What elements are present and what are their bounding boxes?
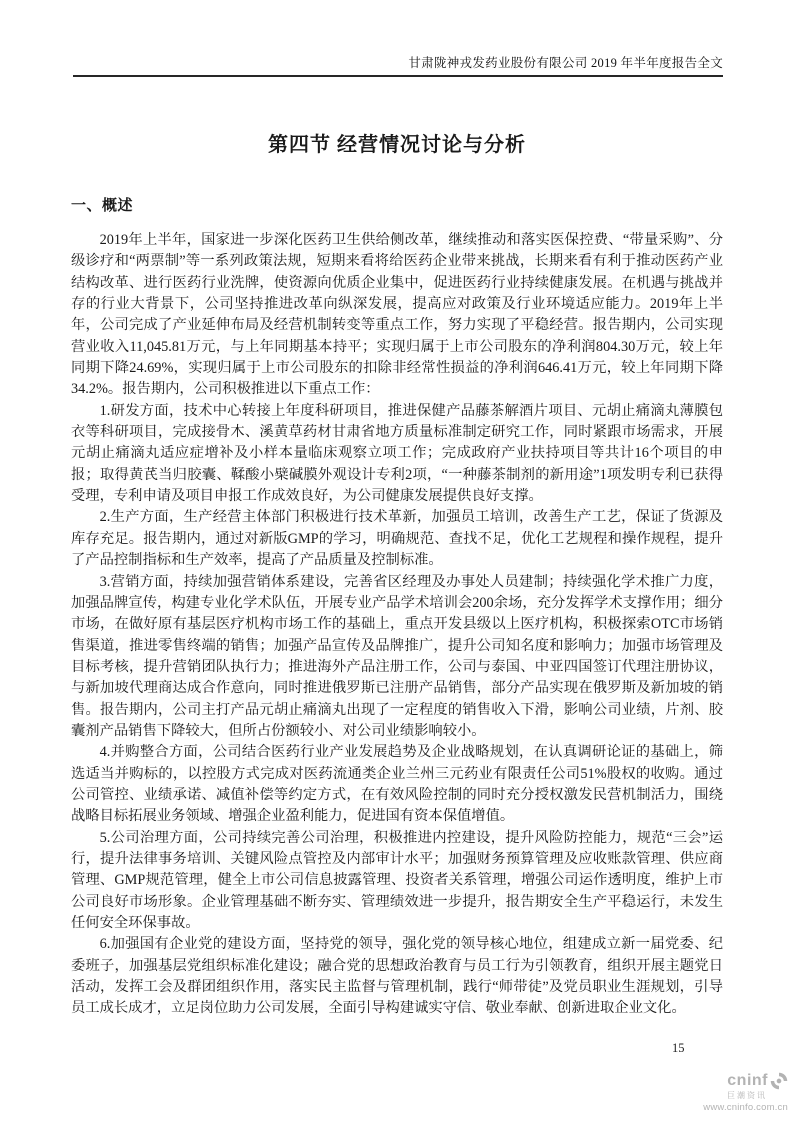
chapter-title: 第四节 经营情况讨论与分析	[268, 134, 526, 156]
paragraph-marketing: 3.营销方面，持续加强营销体系建设，完善省区经理及办事处人员建制；持续强化学术推广力度，加强品牌宣传，构建专业化学术队伍，开展专业产品学术培训会200余场，充分发挥学术支撑作用；细分市场，在做好原有基层医疗机构市场工作的基础上，重点开发县级以上医疗机构，积极探索OTC市场销售渠道，推进零售终端的销售；加强产品宣传及品牌推广，提升公司知名度和影响力；加强市场管理及目标考核，提升营销团队执行力；推进海外产品注册工作，公司与泰国、中亚四国签订代理注册协议，与新加坡代理商达成合作意向，同时推进俄罗斯已注册产品销售，部分产品实现在俄罗斯及新加坡的销售。报告期内，公司主打产品元胡止痛滴丸出现了一定程度的销售收入下滑，影响公司业绩，片剂、胶囊剂产品销售下降较大，但所占份额较小、对公司业绩影响较小。	[71, 573, 723, 739]
body-text	[71, 230, 723, 1020]
paragraph-production: 2.生产方面，生产经营主体部门积极进行技术革新，加强员工培训，改善生产工艺，保证了货源及库存充足。报告期内，通过对新版GMP的学习，明确规范、查找不足，优化工艺规程和操作规程，提升了产品控制指标和生产效率，提高了产品质量及控制标准。	[71, 509, 723, 569]
header-report-title: 甘肃陇神戎发药业股份有限公司 2019 年半年度报告全文	[408, 56, 723, 70]
page-header	[73, 53, 723, 77]
paragraph-rd: 1.研发方面，技术中心转接上年度科研项目，推进保健产品藤茶解酒片项目、元胡止痛滴丸薄膜包衣等科研项目，完成接骨木、溪黄草药材甘肃省地方质量标准制定研究工作，同时紧跟市场需求，开展元胡止痛滴丸适应症增补及小样本量临床观察立项工作；完成政府产业扶持项目等共计16个项目的申报；取得黄芪当归胶囊、鞣酸小檗碱膜外观设计专利2项，“一种藤茶制剂的新用途”1项发明专利已获得受理，专利申请及项目申报工作成效良好，为公司健康发展提供良好支撑。	[71, 402, 723, 505]
cninfo-brand-text: cninf	[727, 1072, 768, 1089]
cninfo-chinese-name: 巨潮资讯	[727, 1091, 767, 1100]
paragraph-party-building: 6.加强国有企业党的建设方面，坚持党的领导，强化党的领导核心地位，组建成立新一届党委、纪委班子，加强基层党组织标准化建设；融合党的思想政治教育与员工行为引领教育，组织开展主题党日活动，发挥工会及群团组织作用，落实民主监督与管理机制，践行“师带徒”及党员职业生涯规划，引导员工成长成才，立足岗位助力公司发展，全面引导构建诚实守信、敬业奉献、创新进取企业文化。	[71, 936, 723, 1017]
cninfo-logo-row	[668, 1072, 788, 1090]
paragraph-governance: 5.公司治理方面，公司持续完善公司治理，积极推进内控建设，提升风险防控能力，规范“三会”运行，提升法律事务培训、关键风险点管控及内部审计水平；加强财务预算管理及应收账款管理、供应商管理、GMP规范管理，健全上市公司信息披露管理、投资者关系管理，增强公司运作透明度，维护上市公司良好市场形象。企业管理基础不断夯实、管理绩效进一步提升，报告期安全生产平稳运行，未发生任何安全环保事故。	[71, 829, 723, 931]
cninfo-swirl-icon	[770, 1072, 788, 1090]
paragraph-ma: 4.并购整合方面，公司结合医药行业产业发展趋势及企业战略规划，在认真调研论证的基础上，筛选适当并购标的，以控股方式完成对医药流通类企业兰州三元药业有限责任公司51%股权的收购。通过公司管控、业绩承诺、减值补偿等约定方式，在有效风险控制的同时充分授权激发民营机制活力，围绕战略目标拓展业务领域、增强企业盈利能力，促进国有资本保值增值。	[71, 744, 723, 825]
cninfo-url: www.cninfo.com.cn	[703, 1102, 788, 1113]
section-heading-overview: 一、概述	[71, 198, 134, 214]
paragraph-overview-summary: 2019年上半年，国家进一步深化医药卫生供给侧改革，继续推动和落实医保控费、“带量采购”、分级诊疗和“两票制”等一系列政策法规，短期来看将给医药企业带来挑战，长期来看有利于推动医药产业结构改革、进行医药行业洗牌，使资源向优质企业集中，促进医药行业持续健康发展。在机遇与挑战并存的行业大背景下，公司坚持推进改革向纵深发展，提高应对政策及行业环境适应能力。2019年上半年，公司完成了产业延伸布局及经营机制转变等重点工作，努力实现了平稳经营。报告期内，公司实现营业收入11,045.81万元，与上年同期基本持平；实现归属于上市公司股东的净利润804.30万元，较上年同期下降24.69%，实现归属于上市公司股东的扣除非经常性损益的净利润646.41万元，较上年同期下降34.2%。报告期内，公司积极推进以下重点工作：	[71, 232, 723, 398]
page-number: 15	[672, 1041, 685, 1055]
cninfo-watermark	[668, 1072, 788, 1113]
